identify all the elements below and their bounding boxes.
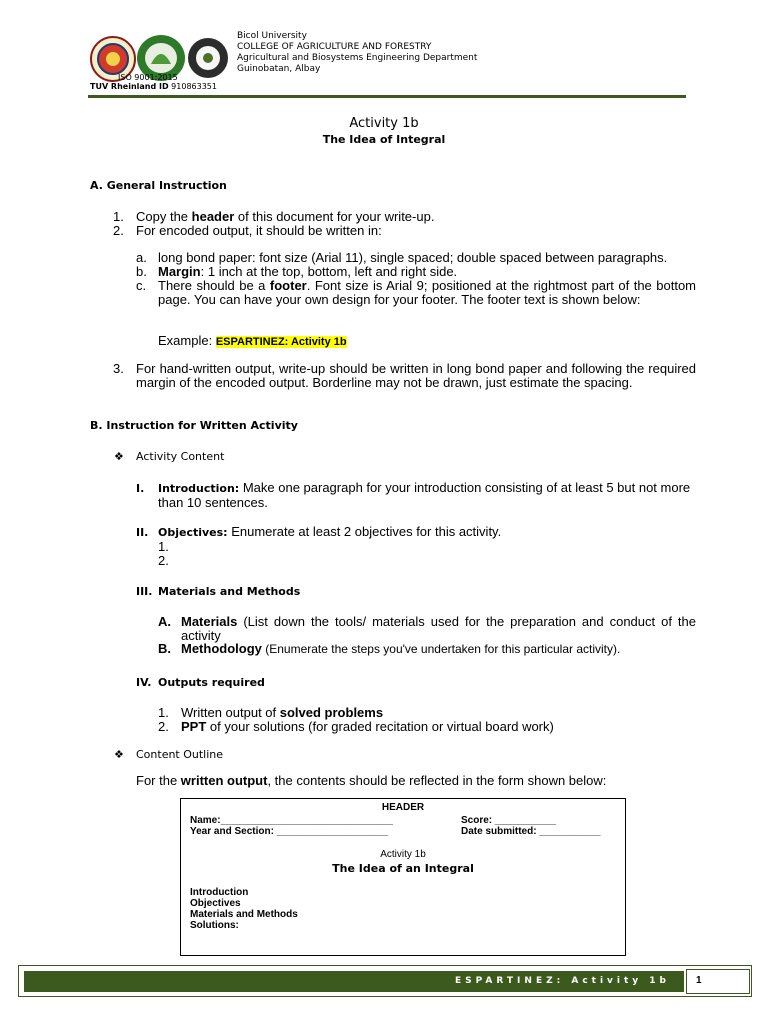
bullet-activity-content: Activity Content xyxy=(136,450,225,463)
tuv-label: TUV Rheinland ID xyxy=(90,82,169,91)
item-2-number: 2. xyxy=(113,223,124,238)
tuv-id-line xyxy=(90,82,217,91)
section-a-heading: A. General Instruction xyxy=(90,179,227,192)
page-number: 1 xyxy=(696,975,702,986)
item-2-text: For encoded output, it should be written in: xyxy=(136,223,382,238)
mm-numeral: III. xyxy=(136,585,153,598)
form-score-field: Score: ___________ xyxy=(461,815,557,826)
sub-c-text: There should be a footer. Font size is Arial 9; positioned at the rightmost part of the bottom page. You can have your own design for your footer. The footer text is shown below: xyxy=(158,278,697,307)
item-1-number: 1. xyxy=(113,209,124,224)
output-1-text: Written output of solved problems xyxy=(181,705,384,720)
output-1-number: 1. xyxy=(158,705,169,720)
footer-text: ESPARTINEZ: Activity 1b xyxy=(455,976,670,986)
form-activity-title: Activity 1b xyxy=(380,849,426,860)
section-b-heading: B. Instruction for Written Activity xyxy=(90,419,298,432)
form-line-objectives: Objectives xyxy=(190,898,241,909)
output-2-number: 2. xyxy=(158,719,169,734)
form-name-field: Name:_______________________________ xyxy=(190,815,393,826)
item-3-number: 3. xyxy=(113,361,124,376)
outputs-heading: Outputs required xyxy=(158,676,265,689)
sub-b-text: Margin: 1 inch at the top, bottom, left and right side. xyxy=(158,264,458,279)
form-line-materials-methods: Materials and Methods xyxy=(190,909,298,920)
objective-1: 1. xyxy=(158,539,169,554)
header-text-block xyxy=(237,31,477,75)
form-subtitle: The Idea of an Integral xyxy=(332,862,474,875)
iso-certification: ISO 9001:2015 xyxy=(118,73,178,82)
form-header: HEADER xyxy=(381,802,425,813)
sub-a-letter: a. xyxy=(136,250,147,265)
footer-example: Example: ESPARTINEZ: Activity 1b xyxy=(158,333,347,348)
methodology-text: Methodology (Enumerate the steps you've undertaken for this particular activity). xyxy=(181,641,621,656)
form-date-field: Date submitted: ___________ xyxy=(461,826,601,837)
objectives-numeral: II. xyxy=(136,526,149,539)
introduction-text: Introduction: Make one paragraph for your introduction consisting of at least 5 but not more than 10 sentences. xyxy=(158,480,691,510)
example-highlight: ESPARTINEZ: Activity 1b xyxy=(215,336,347,348)
location: Guinobatan, Albay xyxy=(237,64,321,74)
engineering-gear-logo xyxy=(186,36,230,80)
sub-c-letter: c. xyxy=(136,278,147,293)
methodology-letter: B. xyxy=(158,641,171,656)
tuv-id: 910863351 xyxy=(171,82,217,91)
activity-title: Activity 1b xyxy=(349,116,419,131)
materials-text: Materials (List down the tools/ materials used for the preparation and conduct of the activity xyxy=(181,614,696,643)
university-name: Bicol University xyxy=(237,31,307,41)
outline-instruction: For the written output, the contents should be reflected in the form shown below: xyxy=(136,773,607,788)
form-line-solutions: Solutions: xyxy=(190,920,239,931)
header-divider xyxy=(88,95,686,98)
objectives-text: Objectives: Enumerate at least 2 objectives for this activity. xyxy=(158,524,502,539)
form-year-section-field: Year and Section: ____________________ xyxy=(190,826,388,837)
sub-a-text: long bond paper: font size (Arial 11), single spaced; double spaced between paragraphs. xyxy=(158,250,668,265)
footer-bar xyxy=(24,971,684,992)
sub-b-letter: b. xyxy=(136,264,147,279)
department-name: Agricultural and Biosystems Engineering Department xyxy=(237,53,478,63)
outputs-numeral: IV. xyxy=(136,676,152,689)
materials-letter: A. xyxy=(158,614,171,629)
bullet-diamond-icon: ❖ xyxy=(114,450,124,463)
intro-numeral: I. xyxy=(136,482,145,495)
item-1-text: Copy the header of this document for your write-up. xyxy=(136,209,435,224)
item-3-text: For hand-written output, write-up should be written in long bond paper and following the required margin of the encoded output. Borderline may not be drawn, just estimate the spacing. xyxy=(136,361,696,390)
bullet-content-outline: Content Outline xyxy=(136,748,224,761)
college-name: COLLEGE OF AGRICULTURE AND FORESTRY xyxy=(237,42,432,52)
bullet-diamond-icon: ❖ xyxy=(114,748,124,761)
form-line-introduction: Introduction xyxy=(190,887,249,898)
objective-2: 2. xyxy=(158,553,169,568)
output-2-text: PPT of your solutions (for graded recitation or virtual board work) xyxy=(181,719,554,734)
materials-methods-heading: Materials and Methods xyxy=(158,585,301,598)
form-template-box xyxy=(180,798,626,956)
activity-subtitle: The Idea of Integral xyxy=(322,133,446,146)
